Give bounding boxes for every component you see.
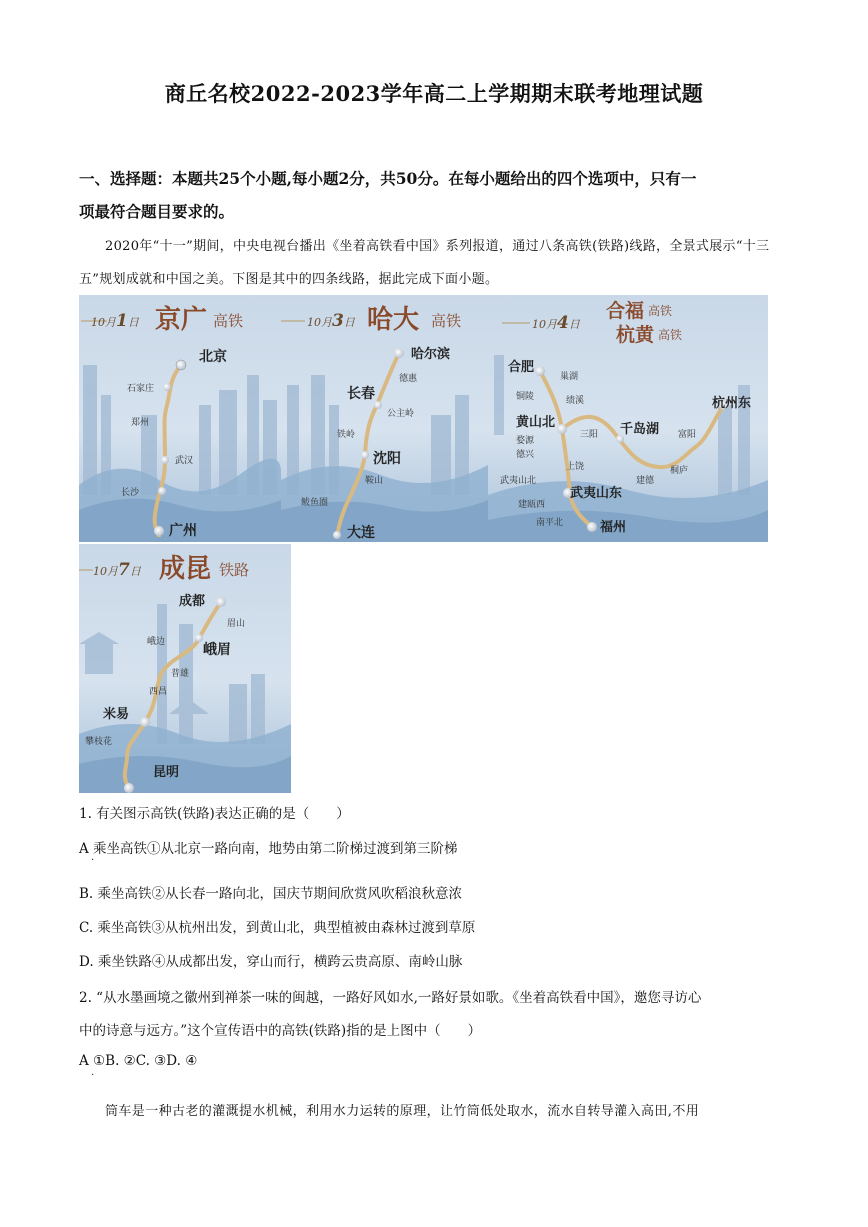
station-fuyang: 富阳 <box>678 430 697 440</box>
station-jianouxi: 建瓯西 <box>518 500 546 510</box>
date-number: 3 <box>332 311 344 331</box>
station-jiande: 建德 <box>636 476 655 486</box>
line-kind: 铁路 <box>219 561 250 579</box>
station-ebian: 峨边 <box>147 637 166 647</box>
line-name: 成昆 <box>159 554 212 584</box>
q2-options: A ①B. ②C. ③D. ④ <box>79 1053 198 1069</box>
station-dalian: 大连 <box>347 525 375 541</box>
date-number: 1 <box>116 311 128 331</box>
next-passage: 筒车是一种古老的灌溉提水机械，利用水力运转的原理，让竹筒低处取水，流水自转导灌入高田,不用 <box>105 1104 700 1119</box>
map-hefu-hanghuang <box>488 295 768 542</box>
date-suffix: 日 <box>343 316 355 329</box>
map-hada <box>281 295 488 542</box>
line-kind-2: 高铁 <box>658 328 683 342</box>
anchor-dot: · <box>91 855 95 866</box>
station-wuhan: 武汉 <box>175 456 194 466</box>
station-changchun: 长春 <box>347 386 375 402</box>
section-heading-line1: 一、选择题：本题共25个小题,每小题2分，共50分。在每小题给出的四个选项中，只有一 <box>79 169 697 188</box>
station-sanyang: 三阳 <box>580 430 599 440</box>
station-qiandaohu: 千岛湖 <box>620 422 660 437</box>
station-gongzhuling: 公主岭 <box>387 409 415 419</box>
date-number: 7 <box>118 560 130 580</box>
line-name-2: 杭黄 <box>616 324 655 346</box>
station-haerbin: 哈尔滨 <box>411 347 451 362</box>
date-prefix: 10月 <box>93 565 118 578</box>
q1-option-d: D. 乘坐铁路④从成都出发，穿山而行，横跨云贵高原、南岭山脉 <box>79 954 463 970</box>
station-meishan: 眉山 <box>227 619 246 629</box>
station-wuyishandong: 武夷山东 <box>570 486 623 501</box>
station-beijing: 北京 <box>199 349 227 365</box>
station-wuyuan: 婺源 <box>516 436 535 446</box>
q1-option-a: A 乘坐高铁①从北京一路向南，地势由第二阶梯过渡到第三阶梯 <box>79 841 458 857</box>
q1-option-c: C. 乘坐高铁③从杭州出发，到黄山北，典型植被由森林过渡到草原 <box>79 920 476 936</box>
map-chengkun <box>79 544 291 793</box>
date-suffix: 日 <box>127 316 139 329</box>
station-anshan: 鞍山 <box>365 476 384 486</box>
line-kind: 高铁 <box>213 312 244 330</box>
station-changsha: 长沙 <box>121 488 140 498</box>
station-tieling: 铁岭 <box>337 430 356 440</box>
line-kind: 高铁 <box>431 312 462 330</box>
station-chengdu: 成都 <box>179 594 206 609</box>
station-dexing: 德兴 <box>516 450 535 460</box>
station-hangzhoudong: 杭州东 <box>712 396 752 411</box>
station-wuyishanbei: 武夷山北 <box>500 476 537 486</box>
anchor-dot: · <box>91 1070 95 1081</box>
line-name-1: 合福 <box>606 300 645 322</box>
station-zhengzhou: 郑州 <box>131 418 150 428</box>
station-hefei: 合肥 <box>508 360 535 375</box>
q2-stem-line1: 2. “从水墨画境之徽州到禅茶一味的闽越，一路好风如水,一路好景如歌。《坐着高铁看中国》，邀您寻访心 <box>79 990 702 1006</box>
station-tongling: 铜陵 <box>516 392 535 402</box>
line-name: 京广 <box>155 305 208 335</box>
date-suffix: 日 <box>129 565 141 578</box>
station-panzhihua: 攀枝花 <box>85 737 113 747</box>
intro-paragraph: 2020年“十一”期间，中央电视台播出《坐着高铁看中国》系列报道，通过八条高铁(铁路)线路，全景式展示“十三五”规划成就和中国之美。下图是其中的四条线路，据此完成下面小题。 <box>79 239 770 287</box>
date-number: 4 <box>557 313 569 333</box>
station-nanpingbei: 南平北 <box>536 518 564 528</box>
station-huangshanbei: 黄山北 <box>516 415 556 430</box>
q1-stem: 1. 有关图示高铁(铁路)表达正确的是（ ） <box>79 806 350 822</box>
station-shangrao: 上饶 <box>566 462 585 472</box>
date-prefix: 10月 <box>307 316 332 329</box>
station-bayuquan: 鲅鱼圈 <box>301 498 329 508</box>
section-heading-line2: 项最符合题目要求的。 <box>79 202 235 221</box>
map-jingguang <box>79 295 281 542</box>
station-puxiong: 普雄 <box>171 669 190 679</box>
station-shenyang: 沈阳 <box>373 451 401 467</box>
station-kunming: 昆明 <box>153 765 180 780</box>
station-tonglu: 桐庐 <box>670 466 689 476</box>
line-name: 哈大 <box>367 305 420 335</box>
station-fuzhou: 福州 <box>600 520 627 535</box>
station-chaohu: 巢湖 <box>560 372 579 382</box>
q1-option-b: B. 乘坐高铁②从长春一路向北，国庆节期间欣赏风吹稻浪秋意浓 <box>79 886 463 902</box>
date-prefix: 10月 <box>91 316 116 329</box>
station-shijiazhuang: 石家庄 <box>127 384 155 394</box>
line-kind-1: 高铁 <box>648 304 673 318</box>
station-xichang: 西昌 <box>149 687 168 697</box>
date-prefix: 10月 <box>532 318 557 331</box>
date-suffix: 日 <box>568 318 580 331</box>
section-heading <box>79 162 791 228</box>
page-title: 商丘名校2022-2023学年高二上学期期末联考地理试题 <box>164 81 704 106</box>
station-guangzhou: 广州 <box>169 523 197 539</box>
station-miyi: 米易 <box>103 707 130 722</box>
q2-stem-line2: 中的诗意与远方。”这个宣传语中的高铁(铁路)指的是上图中（ ） <box>79 1023 482 1039</box>
station-dehui: 德惠 <box>399 374 418 384</box>
station-emei: 峨眉 <box>203 642 231 658</box>
station-jingxi: 绩溪 <box>566 396 585 406</box>
